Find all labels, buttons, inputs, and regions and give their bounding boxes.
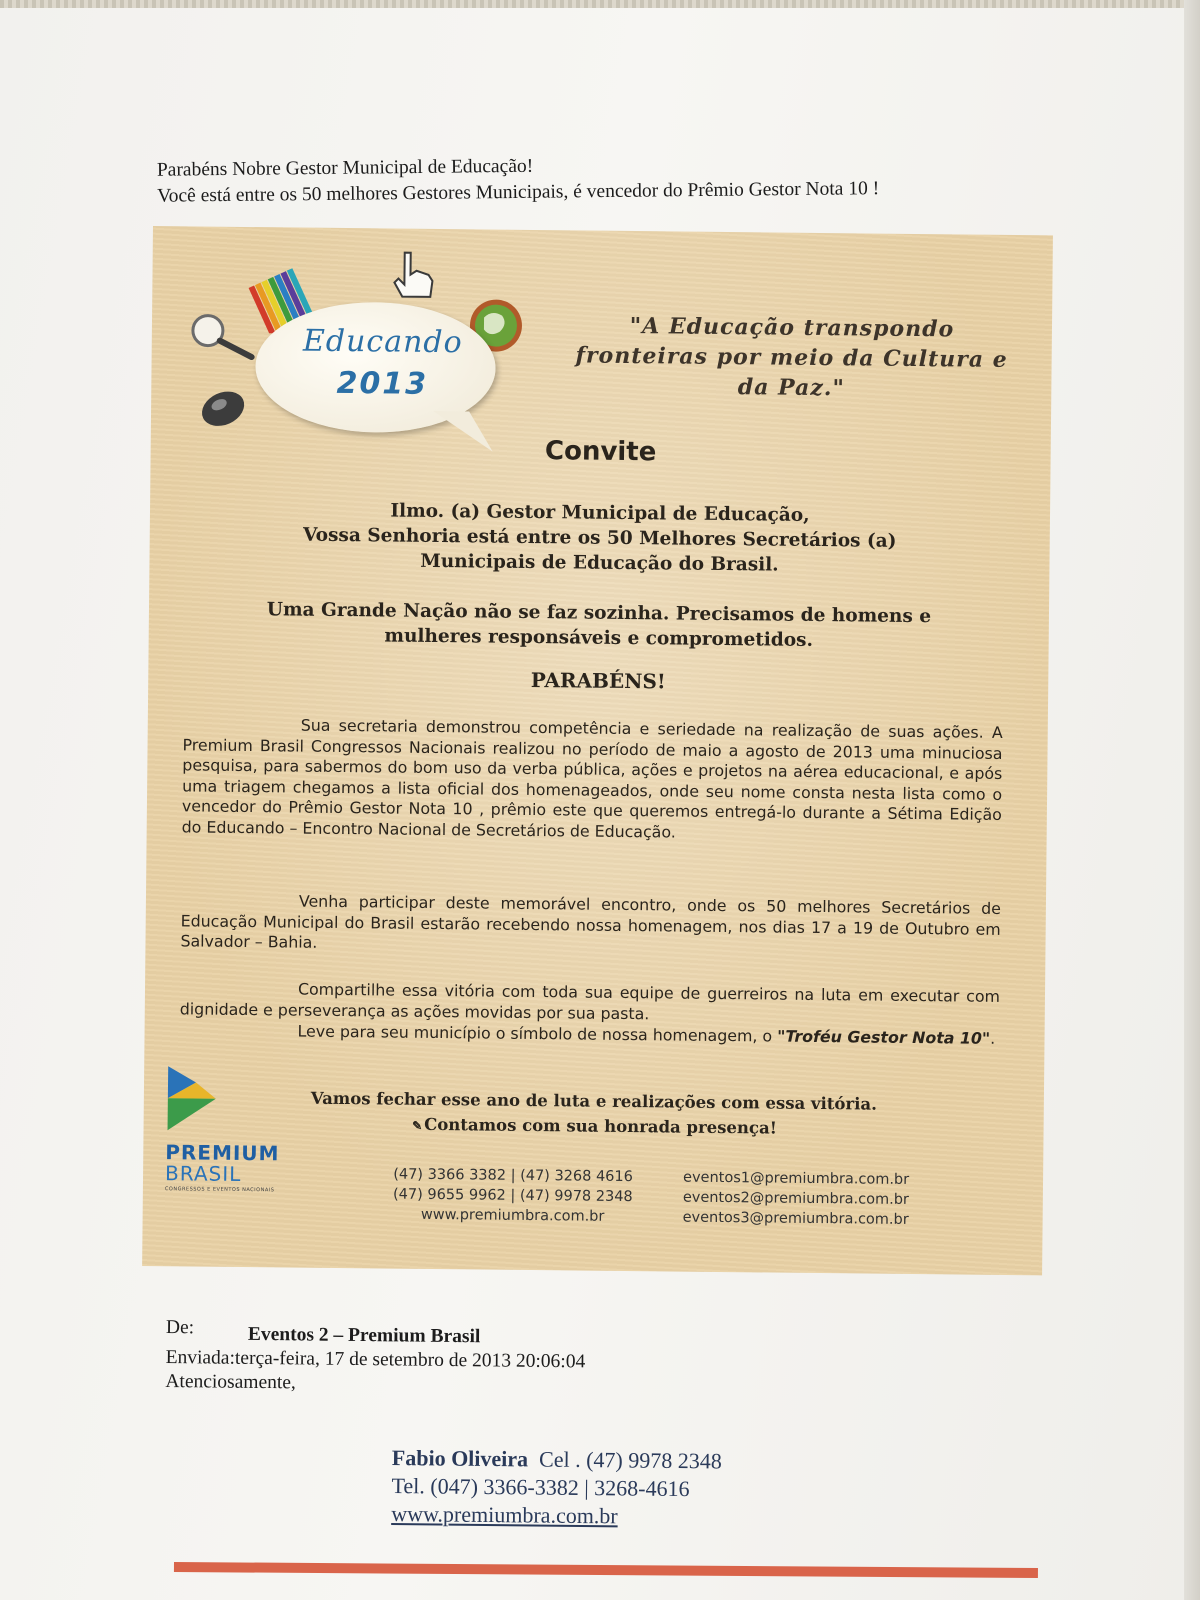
paper-top-edge: [0, 0, 1200, 8]
congrats-heading: PARABÉNS!: [530, 667, 666, 694]
invitation-flyer: [142, 226, 1053, 1275]
phones-line-2: (47) 9655 9962 | (47) 9978 2348: [392, 1186, 633, 1206]
closing-line-2-text: Contamos com sua honrada presença!: [424, 1114, 778, 1138]
signature-website-link[interactable]: www.premiumbra.com.br: [391, 1500, 618, 1529]
phone-numbers: [353, 1164, 674, 1227]
intro-line-2: Você está entre os 50 melhores Gestores Municipais, é vencedor do Prêmio Gestor Nota 10 !: [157, 178, 880, 207]
pointing-hand-icon: [382, 244, 443, 305]
intro-line-1: Parabéns Nobre Gestor Municipal de Educação!: [156, 155, 534, 181]
paragraph-4-start: Leve para seu município o símbolo de nossa homenagem, o: [297, 1021, 778, 1046]
intro-message: [157, 148, 1057, 209]
educando-logo: [185, 240, 547, 449]
motto-line-2: fronteiras por meio da Cultura e: [575, 342, 1008, 373]
greeting-line-1: Ilmo. (a) Gestor Municipal de Educação,: [390, 500, 810, 526]
motto-line-1: "A Educação transpondo: [629, 312, 955, 343]
from-value: Eventos 2 – Premium Brasil: [247, 1323, 481, 1348]
signature-cell: Cel . (47) 9978 2348: [538, 1446, 722, 1474]
bullet-icon: ✎: [412, 1118, 423, 1133]
signature-name: Fabio Oliveira: [391, 1445, 529, 1472]
flyer-heading: Convite: [544, 436, 657, 468]
greeting: [209, 497, 990, 580]
paragraph-3: [180, 978, 1000, 1028]
signature-block: [391, 1444, 912, 1533]
closing-line-1: Vamos fechar esse ano de luta e realizações com essa vitória.: [310, 1088, 877, 1114]
greeting-line-3: Municipais de Educação do Brasil.: [420, 550, 779, 576]
from-label: De:: [165, 1317, 195, 1339]
paper-right-edge: [1184, 0, 1200, 1600]
phones-line-1: (47) 3366 3382 | (47) 3268 4616: [393, 1166, 633, 1186]
paragraph-4-end: .: [990, 1028, 996, 1048]
nation-line-2: mulheres responsáveis e comprometidos.: [384, 625, 814, 651]
motto-line-3: da Paz.": [737, 374, 846, 402]
logo-title: Educando: [302, 323, 463, 361]
paragraph-1: [182, 714, 1003, 846]
closing-salutation: Atenciosamente,: [165, 1370, 296, 1394]
sent-date: Enviada:terça-feira, 17 de setembro de 2013 20:06:04: [165, 1346, 586, 1373]
brand-sub: BRASIL: [164, 1161, 242, 1186]
paragraph-1-text: Sua secretaria demonstrou competência e seriedade na realização de suas ações. A Premium Brasil Congressos Nacionais realizou no período de maio a agosto de 2013 uma minuciosa pesquisa, para sabermos do bom uso da verba pública, ações e projetos na aérea educacional, e após uma triagem chegamos a lista oficial dos homenageados, onde seu nome consta nesta lista como o vencedor do Prêmio Gestor Nota 10 , prêmio este que queremos entregá-lo durante a Sétima Edição do Educando – Encontro Nacional de Secretários de Educação.: [181, 715, 1003, 842]
signature-tel: Tel. (047) 3366-3382 | 3268-4616: [391, 1472, 690, 1502]
website-link[interactable]: www.premiumbra.com.br: [420, 1206, 605, 1225]
email-1[interactable]: eventos1@premiumbra.com.br: [682, 1169, 910, 1188]
nation-line-1: Uma Grande Nação não se faz sozinha. Precisamos de homens e: [266, 599, 932, 628]
premium-brasil-logo: [165, 1064, 316, 1206]
email-3[interactable]: eventos3@premiumbra.com.br: [682, 1209, 909, 1228]
paragraph-3-text: Compartilhe essa vitória com toda sua equipe de guerreiros na luta em executar com dignidade e perseverança as ações movidas por sua pasta.: [179, 979, 1001, 1023]
email-metadata: [165, 1317, 786, 1400]
email-2[interactable]: eventos2@premiumbra.com.br: [682, 1189, 910, 1208]
paragraph-2: [180, 890, 1001, 960]
paragraph-2-text: Venha participar deste memorável encontro, onde os 50 melhores Secretários de Educação Municipal do Brasil estarão recebendo nossa homenagem, nos dias 17 a 19 de Outubro em Salvador – Bahia.: [180, 891, 1001, 952]
brand-tagline: CONGRESSOS E EVENTOS NACIONAIS: [164, 1186, 275, 1194]
trophy-name: "Troféu Gestor Nota 10": [777, 1026, 991, 1048]
brand-name: PREMIUM: [165, 1140, 280, 1166]
computer-mouse-icon: [195, 382, 256, 433]
greeting-line-2: Vossa Senhoria está entre os 50 Melhores Secretários (a): [302, 524, 897, 552]
motto: [571, 310, 1012, 405]
nation-statement: [189, 596, 1009, 655]
premium-play-mark-icon: [165, 1064, 226, 1135]
logo-year: 2013: [336, 365, 429, 402]
email-addresses: [683, 1168, 984, 1231]
contact-info: [353, 1164, 1013, 1228]
closing-statement: [233, 1085, 954, 1145]
